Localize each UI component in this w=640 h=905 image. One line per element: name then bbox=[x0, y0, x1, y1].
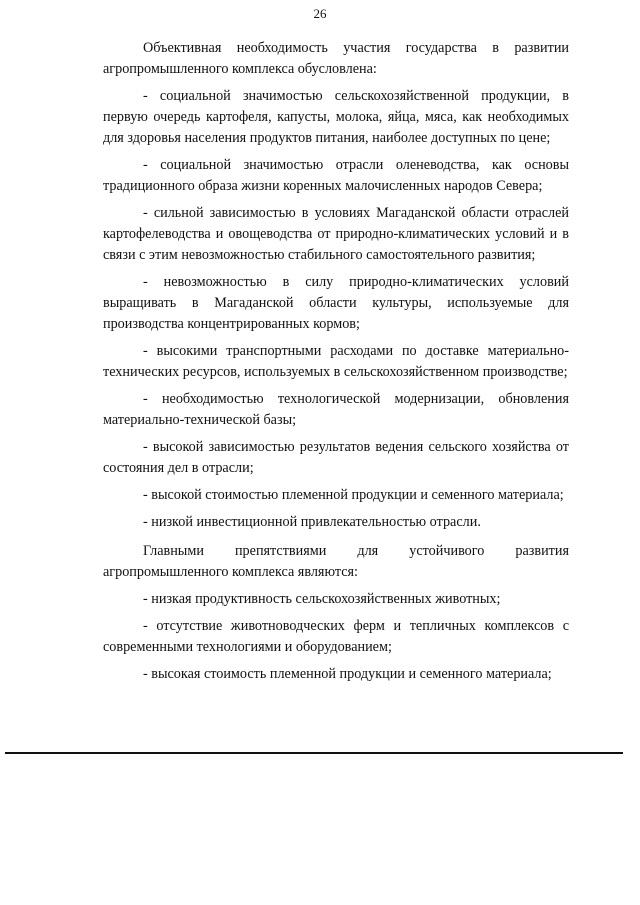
paragraph-intro: Объективная необходимость участия государства в развитии агропромышленного комплекса обусловлена: bbox=[103, 40, 569, 77]
list-item: - социальной значимостью сельскохозяйственной продукции, в первую очередь картофеля, капусты, молока, яйца, мяса, как необходимых для здоровья населения продуктов питания, наиболее доступных по цене; bbox=[103, 88, 569, 146]
list-item: - низкой инвестиционной привлекательностью отрасли. bbox=[143, 514, 481, 530]
list-item: - невозможностью в силу природно-климатических условий выращивать в Магаданской области культуры, используемые для производства концентрированных кормов; bbox=[103, 274, 569, 332]
document-body bbox=[103, 38, 569, 691]
list-item: - высокими транспортными расходами по доставке материально-технических ресурсов, используемых в сельскохозяйственном производстве; bbox=[103, 343, 569, 380]
paragraph-obstacles: Главными препятствиями для устойчивого развития агропромышленного комплекса являются: bbox=[103, 543, 569, 580]
footer-rule bbox=[5, 752, 623, 754]
page-number: 26 bbox=[313, 6, 327, 21]
list-item: - необходимостью технологической модернизации, обновления материально-технической базы; bbox=[103, 391, 569, 428]
list-item: - сильной зависимостью в условиях Магаданской области отраслей картофелеводства и овощеводства от природно-климатических условий и в связи с этим невозможностью стабильного самостоятельного развития; bbox=[103, 205, 569, 263]
list-item: - высокая стоимость племенной продукции и семенного материала; bbox=[143, 666, 552, 682]
list-item: - высокой стоимостью племенной продукции и семенного материала; bbox=[143, 487, 564, 503]
list-item: - социальной значимостью отрасли оленеводства, как основы традиционного образа жизни коренных малочисленных народов Севера; bbox=[103, 157, 569, 194]
list-item: - низкая продуктивность сельскохозяйственных животных; bbox=[143, 591, 501, 607]
list-item: - отсутствие животноводческих ферм и тепличных комплексов с современными технологиями и оборудованием; bbox=[103, 618, 569, 655]
list-item: - высокой зависимостью результатов ведения сельского хозяйства от состояния дел в отрасли; bbox=[103, 439, 569, 476]
